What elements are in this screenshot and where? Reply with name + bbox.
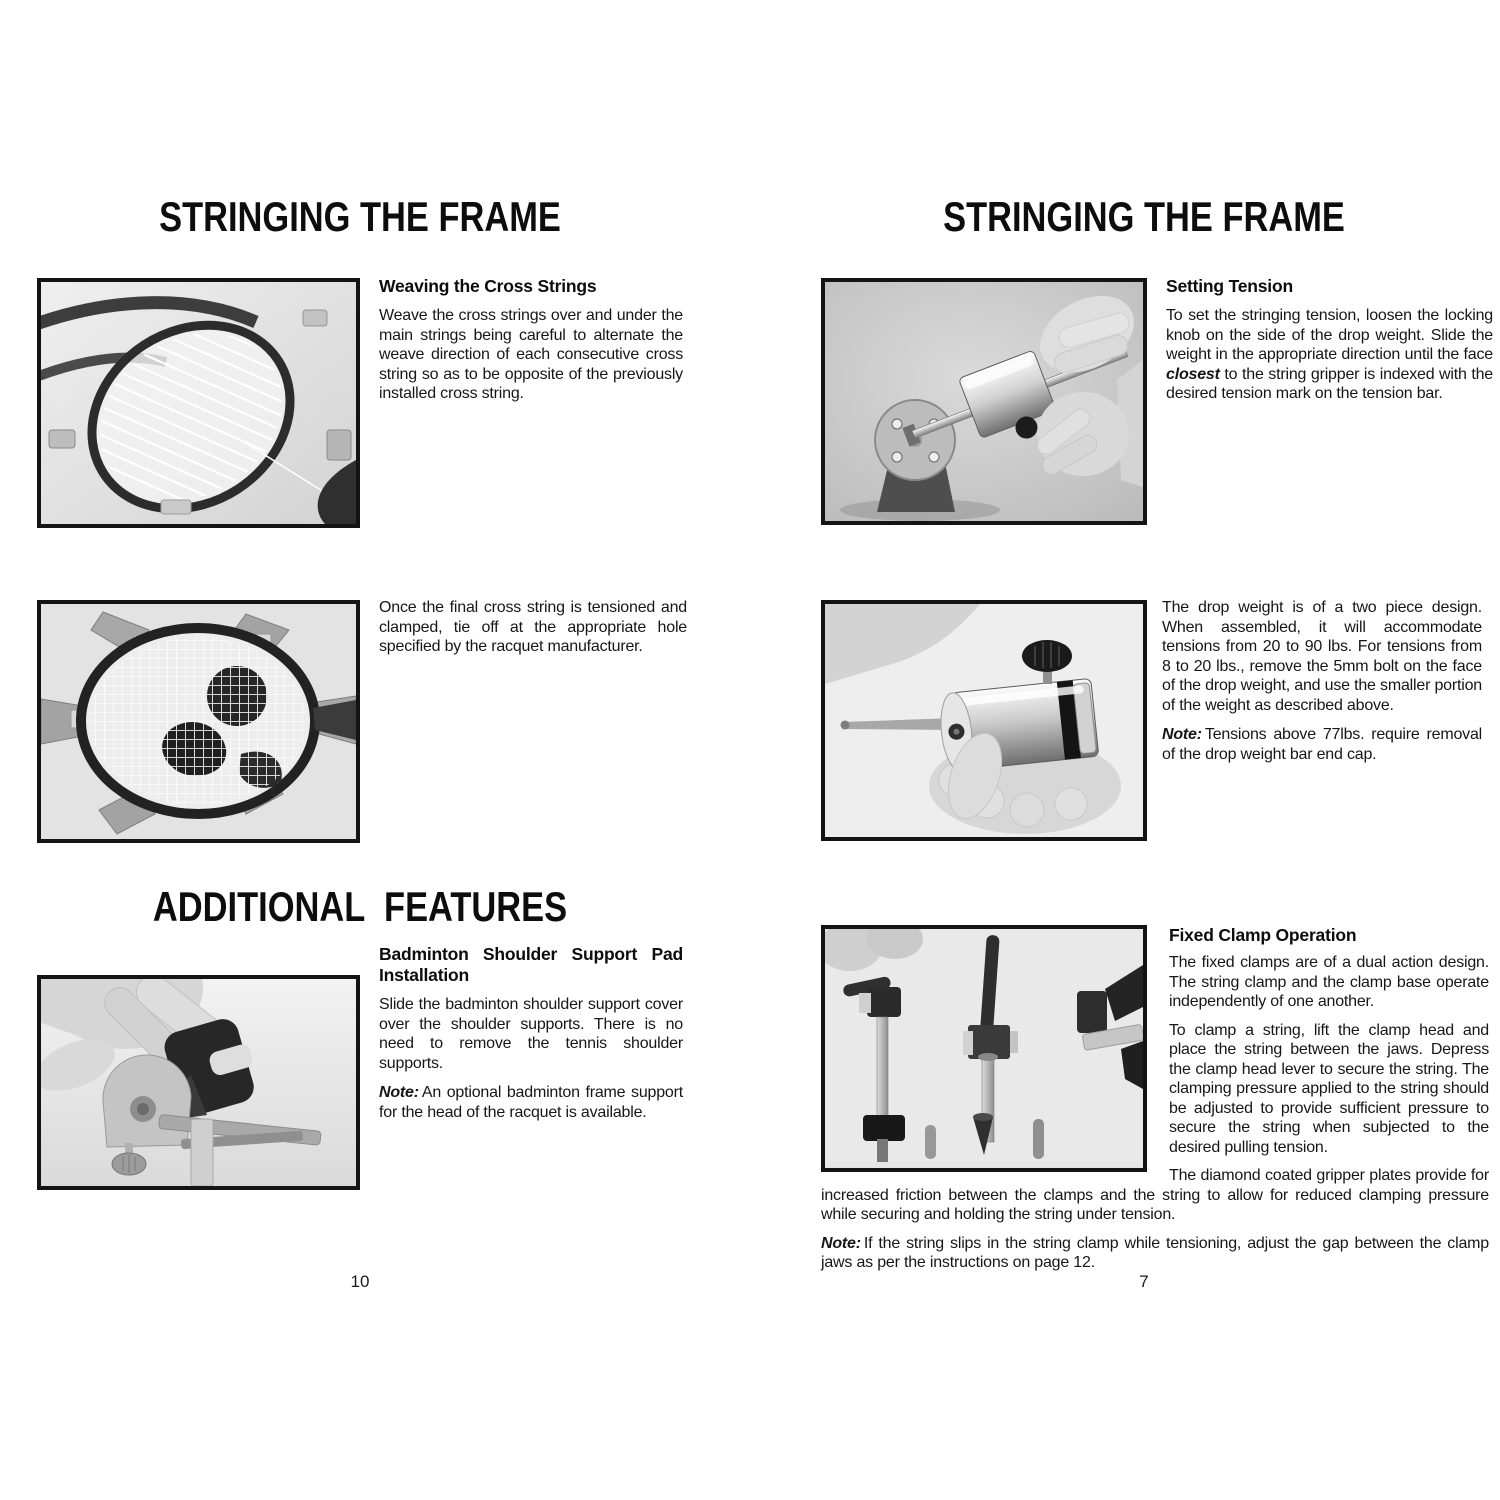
weaving-section-text xyxy=(379,276,683,414)
badminton-heading: Badminton Shoulder Support Pad Installation xyxy=(379,944,683,985)
drop-weight-text xyxy=(1162,598,1482,774)
right-page-number: 7 xyxy=(1139,1272,1149,1291)
fixed-clamp-para2: To clamp a string, lift the clamp head and place the string between the jaws. Depress the clamp head lever to secure the string. The clamping pressure applied to the string should be adjusted to provide sufficient pressure to secure the string when subjected to the desired pulling tension. xyxy=(1169,1021,1489,1156)
left-page-title: STRINGING THE FRAME xyxy=(159,193,561,240)
badminton-note-label: Note: xyxy=(379,1084,419,1101)
badminton-body: Slide the badminton shoulder support cover over the shoulder supports. There is no need to remove the tennis shoulder supports. xyxy=(379,996,683,1072)
photo-drop-weight-bar xyxy=(821,278,1147,525)
fixed-clamp-para3: The diamond coated gripper plates provide for increased friction between the clamps and the string to allow for reduced clamping pressure while securing and holding the string under tension. xyxy=(821,1167,1489,1223)
photo-shoulder-pad-install xyxy=(37,975,360,1190)
fixed-clamp-note-body: If the string slips in the string clamp while tensioning, adjust the gap between the clamp jaws as per the instructions on page 12. xyxy=(821,1234,1489,1271)
setting-tension-body xyxy=(1166,306,1493,404)
badminton-note-body: An optional badminton frame support for the head of the racquet is available. xyxy=(379,1084,683,1121)
additional-features-title: ADDITIONAL FEATURES xyxy=(152,883,568,930)
photo-drop-weight-hands xyxy=(821,600,1147,841)
tie-off-section-text xyxy=(379,598,687,667)
fixed-clamp-note-label: Note: xyxy=(821,1234,861,1252)
weaving-body: Weave the cross strings over and under the main strings being careful to alternate the weave direction of each consecutive cross string so as to be opposite of the previously installed cross string. xyxy=(379,307,683,402)
setting-tension-body-after: to the string gripper is indexed with the desired tension mark on the tension bar. xyxy=(1166,365,1493,402)
fixed-clamp-section xyxy=(821,925,1489,1282)
fixed-clamp-para1: The fixed clamps are of a dual action design. The string clamp and the clamp base operate independently of one another. xyxy=(1169,954,1489,1010)
drop-weight-note-label: Note: xyxy=(1162,726,1202,743)
right-page-title: STRINGING THE FRAME xyxy=(943,193,1345,240)
left-page-number: 10 xyxy=(350,1272,370,1291)
setting-tension-body-before: To set the stringing tension, loosen the locking knob on the side of the drop weight. Slide the weight in the appropriate direction until the face xyxy=(1166,307,1493,363)
photo-fixed-clamps xyxy=(821,925,1147,1172)
fixed-clamp-heading: Fixed Clamp Operation xyxy=(1169,925,1357,945)
drop-weight-note-body: Tensions above 77lbs. require removal of the drop weight bar end cap. xyxy=(1162,726,1482,763)
weaving-heading: Weaving the Cross Strings xyxy=(379,276,597,296)
badminton-note xyxy=(379,1083,683,1122)
photo-racquet-angled-in-machine xyxy=(37,278,360,528)
setting-tension-text xyxy=(1166,276,1493,414)
tie-off-body: Once the final cross string is tensioned and clamped, tie off at the appropriate hole specified by the racquet manufacturer. xyxy=(379,599,687,655)
fixed-clamp-note xyxy=(821,1234,1489,1273)
photo-racquet-top-view xyxy=(37,600,360,843)
setting-tension-heading: Setting Tension xyxy=(1166,276,1293,296)
drop-weight-body: The drop weight is of a two piece design. When assembled, it will accommodate tensions from 20 to 90 lbs. For tensions from 8 to 20 lbs., remove the 5mm bolt on the face of the drop weight, and use the smaller portion of the weight as described above. xyxy=(1162,599,1482,714)
drop-weight-note xyxy=(1162,725,1482,764)
setting-tension-emphasis: closest xyxy=(1166,365,1220,383)
badminton-section-text xyxy=(379,944,683,1132)
